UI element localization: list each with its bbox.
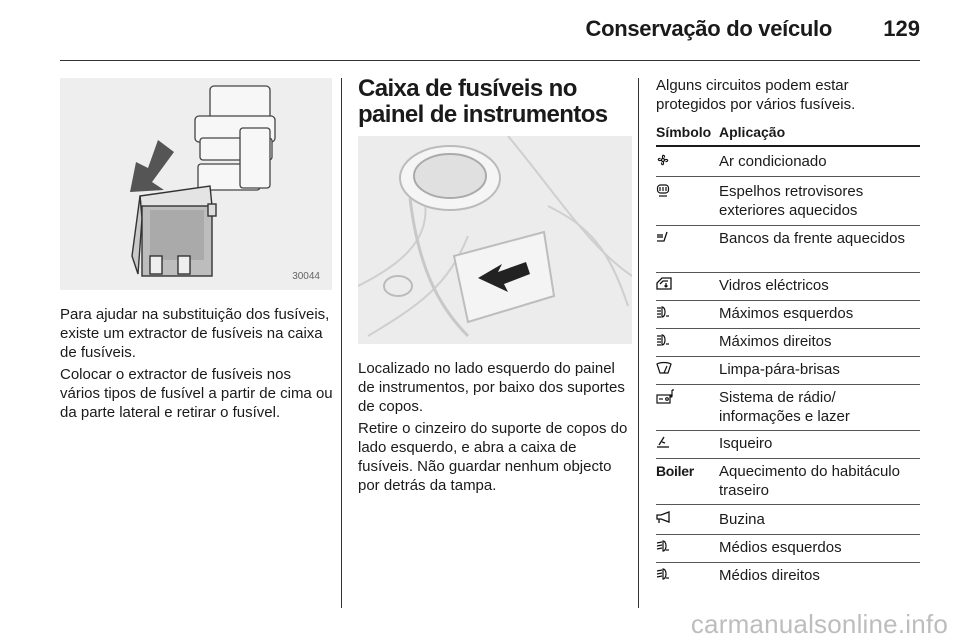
fuse-extractor-illustration bbox=[60, 78, 332, 290]
fuse-extractor-drawing bbox=[60, 78, 332, 290]
fuse-table-header bbox=[656, 122, 920, 147]
fan-icon bbox=[656, 153, 716, 172]
row-divider bbox=[656, 504, 920, 505]
paragraph: Retire o cinzeiro do suporte de copos do lado esquerdo, e abra a caixa de fusíveis. Não guardar nenhum objecto por detrás da tampa. bbox=[358, 420, 628, 494]
row-divider bbox=[656, 562, 920, 563]
application-label: Médios esquerdos bbox=[719, 539, 842, 556]
row-divider bbox=[656, 384, 920, 385]
application-label: Ar condicionado bbox=[719, 153, 827, 170]
paragraph: Colocar o extractor de fusíveis nos vários tipos de fusível a partir de cima ou da parte lateral e retirar o fusível. bbox=[60, 366, 333, 421]
application-label: Isqueiro bbox=[719, 435, 773, 452]
application-label: Médios direitos bbox=[719, 567, 820, 584]
header-divider bbox=[60, 60, 920, 61]
row-divider bbox=[656, 328, 920, 329]
column-header-application: Aplicação bbox=[719, 124, 786, 140]
column-divider bbox=[341, 78, 342, 608]
application-label: Vidros eléctricos bbox=[719, 277, 829, 294]
column-header-symbol: Símbolo bbox=[656, 124, 712, 140]
row-divider bbox=[656, 272, 920, 273]
figure-number: 30044 bbox=[292, 271, 320, 282]
column-divider bbox=[638, 78, 639, 608]
low-beam-icon bbox=[656, 567, 716, 586]
row-divider bbox=[656, 534, 920, 535]
paragraph: Para ajudar na substituição dos fusíveis, existe um extractor de fusíveis na caixa de fusíveis. bbox=[60, 306, 330, 361]
low-beam-icon bbox=[656, 539, 716, 558]
watermark: carmanualsonline.info bbox=[690, 609, 948, 639]
power-window-icon bbox=[656, 277, 716, 296]
row-divider bbox=[656, 430, 920, 431]
application-label: Máximos esquerdos bbox=[719, 305, 854, 322]
row-divider bbox=[656, 176, 920, 177]
section-title: Caixa de fusíveis no painel de instrumentos bbox=[358, 75, 608, 128]
row-divider bbox=[656, 225, 920, 226]
dashboard-drawing bbox=[358, 136, 632, 344]
radio-icon bbox=[656, 389, 716, 410]
dashboard-fusebox-location-illustration bbox=[358, 136, 632, 344]
row-divider bbox=[656, 300, 920, 301]
wiper-icon bbox=[656, 361, 716, 380]
application-label: Bancos da frente aquecidos bbox=[719, 230, 905, 247]
table-intro: Alguns circuitos podem estar protegidos por vários fusíveis. bbox=[656, 77, 856, 113]
cigarette-lighter-icon bbox=[656, 435, 716, 454]
page-header-title: Conservação do veículo bbox=[585, 16, 832, 41]
horn-icon bbox=[656, 511, 716, 530]
heated-seat-icon bbox=[656, 230, 716, 249]
application-label: Limpa-pára-brisas bbox=[719, 361, 840, 378]
paragraph: Localizado no lado esquerdo do painel de instrumentos, por baixo dos suportes de copos. bbox=[358, 360, 625, 415]
application-label: Máximos direitos bbox=[719, 333, 832, 350]
heated-mirror-icon bbox=[656, 183, 716, 204]
boiler-symbol-label: Boiler bbox=[656, 463, 694, 479]
application-label: Buzina bbox=[719, 511, 765, 528]
row-divider bbox=[656, 458, 920, 459]
application-label: Aquecimento do habitáculo traseiro bbox=[719, 463, 900, 499]
application-label: Espelhos retrovisores exteriores aquecidos bbox=[719, 183, 864, 219]
row-divider bbox=[656, 356, 920, 357]
page-number: 129 bbox=[883, 16, 920, 41]
application-label: Sistema de rádio/ informações e lazer bbox=[719, 389, 850, 425]
high-beam-icon bbox=[656, 333, 716, 352]
high-beam-icon bbox=[656, 305, 716, 324]
